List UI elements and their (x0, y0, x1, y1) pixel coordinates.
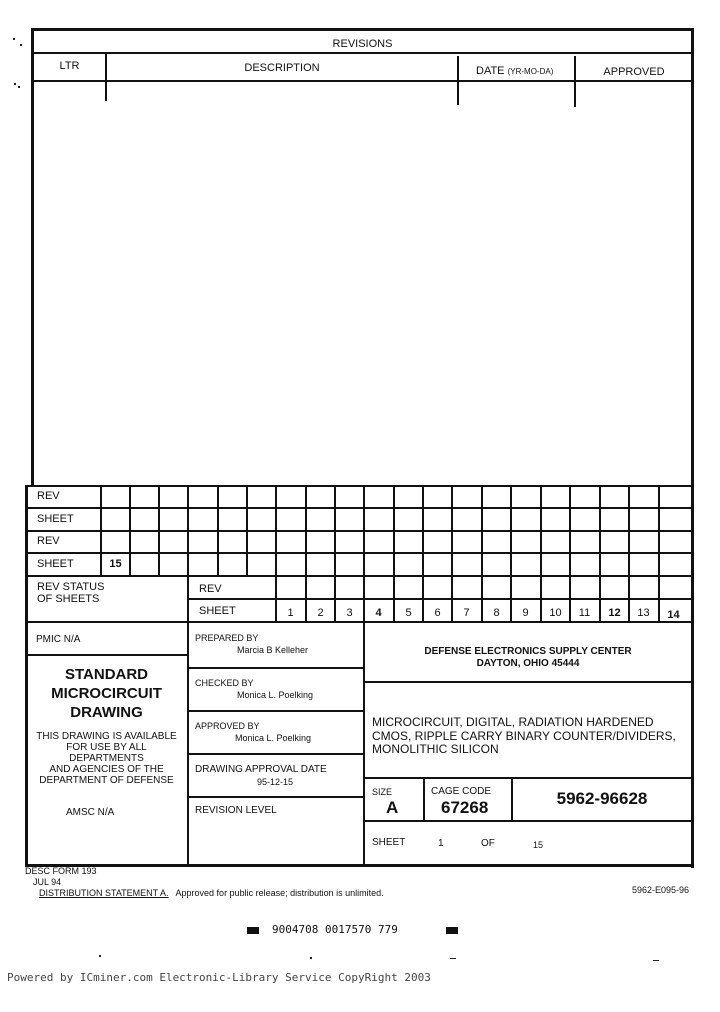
sheet-label-2: SHEET (37, 558, 74, 570)
grid-col (217, 485, 219, 575)
grid-col (363, 485, 365, 621)
grid-col (658, 485, 660, 621)
status-sheet-label: SHEET (199, 605, 236, 617)
grid-line (25, 530, 693, 532)
approved-by-label: APPROVED BY (195, 721, 260, 731)
grid-line (188, 598, 693, 600)
grid-col (158, 485, 160, 575)
heading-line-1: STANDARD (64, 666, 149, 683)
availability-3: DEPARTMENTS (69, 753, 144, 764)
agency-divider (364, 681, 692, 683)
approved-by: Monica L. Poelking (235, 733, 312, 743)
grid-col (569, 485, 571, 621)
grid-line (25, 575, 693, 577)
sheet-num-1: 1 (287, 607, 294, 619)
prepared-divider (188, 667, 364, 669)
col-description: DESCRIPTION (244, 62, 320, 74)
grid-col (334, 485, 336, 621)
sheet-num-7: 7 (463, 607, 470, 619)
sheet-total: 15 (533, 840, 544, 850)
availability-1: THIS DRAWING IS AVAILABLE (36, 731, 177, 742)
grid-col (129, 485, 131, 575)
col-approved: APPROVED (603, 66, 665, 78)
scan-speck (310, 957, 312, 959)
pmic: PMIC N/A (36, 634, 81, 645)
grid-line (25, 507, 693, 509)
rev-label-1: REV (37, 490, 60, 502)
availability-5: DEPARTMENT OF DEFENSE (39, 775, 174, 786)
revisions-header-divider (31, 80, 694, 82)
distribution-text: Approved for public release; distribution is unlimited. (175, 888, 384, 898)
size-row-divider (364, 820, 692, 822)
frame-bottom (25, 864, 694, 867)
size-divider (423, 777, 425, 820)
grid-col (451, 485, 453, 621)
title-divider (364, 777, 692, 779)
agency-line-2: DAYTON, OHIO 45444 (476, 658, 580, 669)
doc-code: 5962-E095-96 (632, 885, 690, 895)
grid-col (481, 485, 483, 621)
grid-line (25, 485, 693, 487)
barcode-text: 9004708 0017570 779 (272, 923, 398, 936)
grid-col (628, 485, 630, 621)
scan-speck (450, 958, 456, 959)
grid-line (25, 621, 693, 623)
sheet-num-5: 5 (405, 607, 412, 619)
grid-col (422, 485, 424, 621)
prepared-by-label: PREPARED BY (195, 633, 259, 643)
grid-line (25, 552, 693, 554)
grid-col (275, 485, 277, 621)
rev-status-label-1: REV STATUS (37, 581, 105, 593)
grid-col (305, 485, 307, 621)
sheet-label-1: SHEET (37, 513, 74, 525)
scan-mark (20, 44, 22, 46)
distribution-label: DISTRIBUTION STATEMENT A. (39, 888, 169, 898)
middle-left-divider (187, 621, 189, 866)
form-date: JUL 94 (33, 877, 62, 887)
agency-line-1: DEFENSE ELECTRONICS SUPPLY CENTER (424, 646, 632, 657)
sheet-num-13: 13 (637, 607, 650, 619)
sheet-num-9: 9 (522, 607, 529, 619)
heading-line-3: DRAWING (70, 704, 143, 721)
sheet-num-2: 2 (317, 607, 324, 619)
approval-date-label: DRAWING APPROVAL DATE (195, 764, 327, 775)
sheet-current: 1 (438, 838, 444, 849)
checked-by: Monica L. Poelking (237, 690, 314, 700)
approval-date-divider (188, 796, 364, 798)
sheet-num-14: 14 (667, 609, 680, 621)
sheet-num-11: 11 (578, 607, 591, 619)
frame-right (691, 28, 694, 868)
of-label: OF (481, 838, 495, 849)
grid-col (393, 485, 395, 621)
barcode-block-left-icon (247, 927, 259, 934)
scan-mark (18, 86, 20, 88)
revisions-title-divider (31, 52, 694, 54)
pmic-divider (25, 654, 188, 656)
grid-col (100, 485, 102, 575)
prepared-by: Marcia B Kelleher (237, 645, 309, 655)
rev-status-label-2: OF SHEETS (37, 593, 100, 605)
cage-code: 67268 (441, 798, 489, 817)
drawing-number: 5962-96628 (556, 789, 648, 808)
availability-4: AND AGENCIES OF THE (49, 764, 164, 775)
sheet-num-6: 6 (434, 607, 441, 619)
col-ltr: LTR (59, 60, 80, 72)
scan-speck (99, 955, 101, 957)
revisions-title: REVISIONS (332, 38, 393, 50)
grid-col (599, 485, 601, 621)
heading-line-2: MICROCIRCUIT (51, 685, 162, 702)
revision-level-label: REVISION LEVEL (195, 805, 277, 816)
col-date-format: (YR-MO-DA) (507, 67, 554, 76)
checked-divider (188, 710, 364, 712)
form-number: DESC FORM 193 (25, 866, 97, 876)
title-line-3: MONOLITHIC SILICON (372, 742, 499, 756)
col-date-label: DATE (476, 65, 505, 77)
grid-col (246, 485, 248, 575)
sheet-num-12: 12 (608, 607, 621, 619)
scan-mark (14, 83, 16, 85)
size-label: SIZE (372, 787, 393, 797)
availability-2: FOR USE BY ALL (66, 742, 147, 753)
size-value: A (386, 798, 399, 817)
frame-top (31, 28, 694, 31)
approved-divider (188, 753, 364, 755)
title-line-1: MICROCIRCUIT, DIGITAL, RADIATION HARDENED (372, 715, 654, 729)
distribution-statement (39, 888, 384, 898)
sheet-num-8: 8 (493, 607, 500, 619)
grid-col (510, 485, 512, 621)
col-date (476, 65, 553, 78)
sheet-15-cell: 15 (109, 558, 122, 570)
checked-by-label: CHECKED BY (195, 678, 254, 688)
cage-code-label: CAGE CODE (431, 786, 492, 797)
approval-date: 95-12-15 (257, 777, 294, 787)
title-line-2: CMOS, RIPPLE CARRY BINARY COUNTER/DIVIDERS, (372, 729, 676, 743)
powered-by: Powered by ICminer.com Electronic-Library Service CopyRight 2003 (7, 971, 431, 984)
grid-col (540, 485, 542, 621)
sheet-num-3: 3 (346, 607, 353, 619)
sheet-label: SHEET (372, 837, 406, 848)
barcode-block-right-icon (446, 927, 458, 934)
amsc: AMSC N/A (66, 807, 115, 818)
rev-label-2: REV (37, 535, 60, 547)
sheet-num-10: 10 (549, 607, 562, 619)
revisions-body (34, 83, 690, 483)
scan-speck (653, 960, 659, 961)
sheet-num-4: 4 (375, 607, 382, 619)
status-rev-label: REV (199, 583, 222, 595)
scan-mark (13, 38, 15, 40)
